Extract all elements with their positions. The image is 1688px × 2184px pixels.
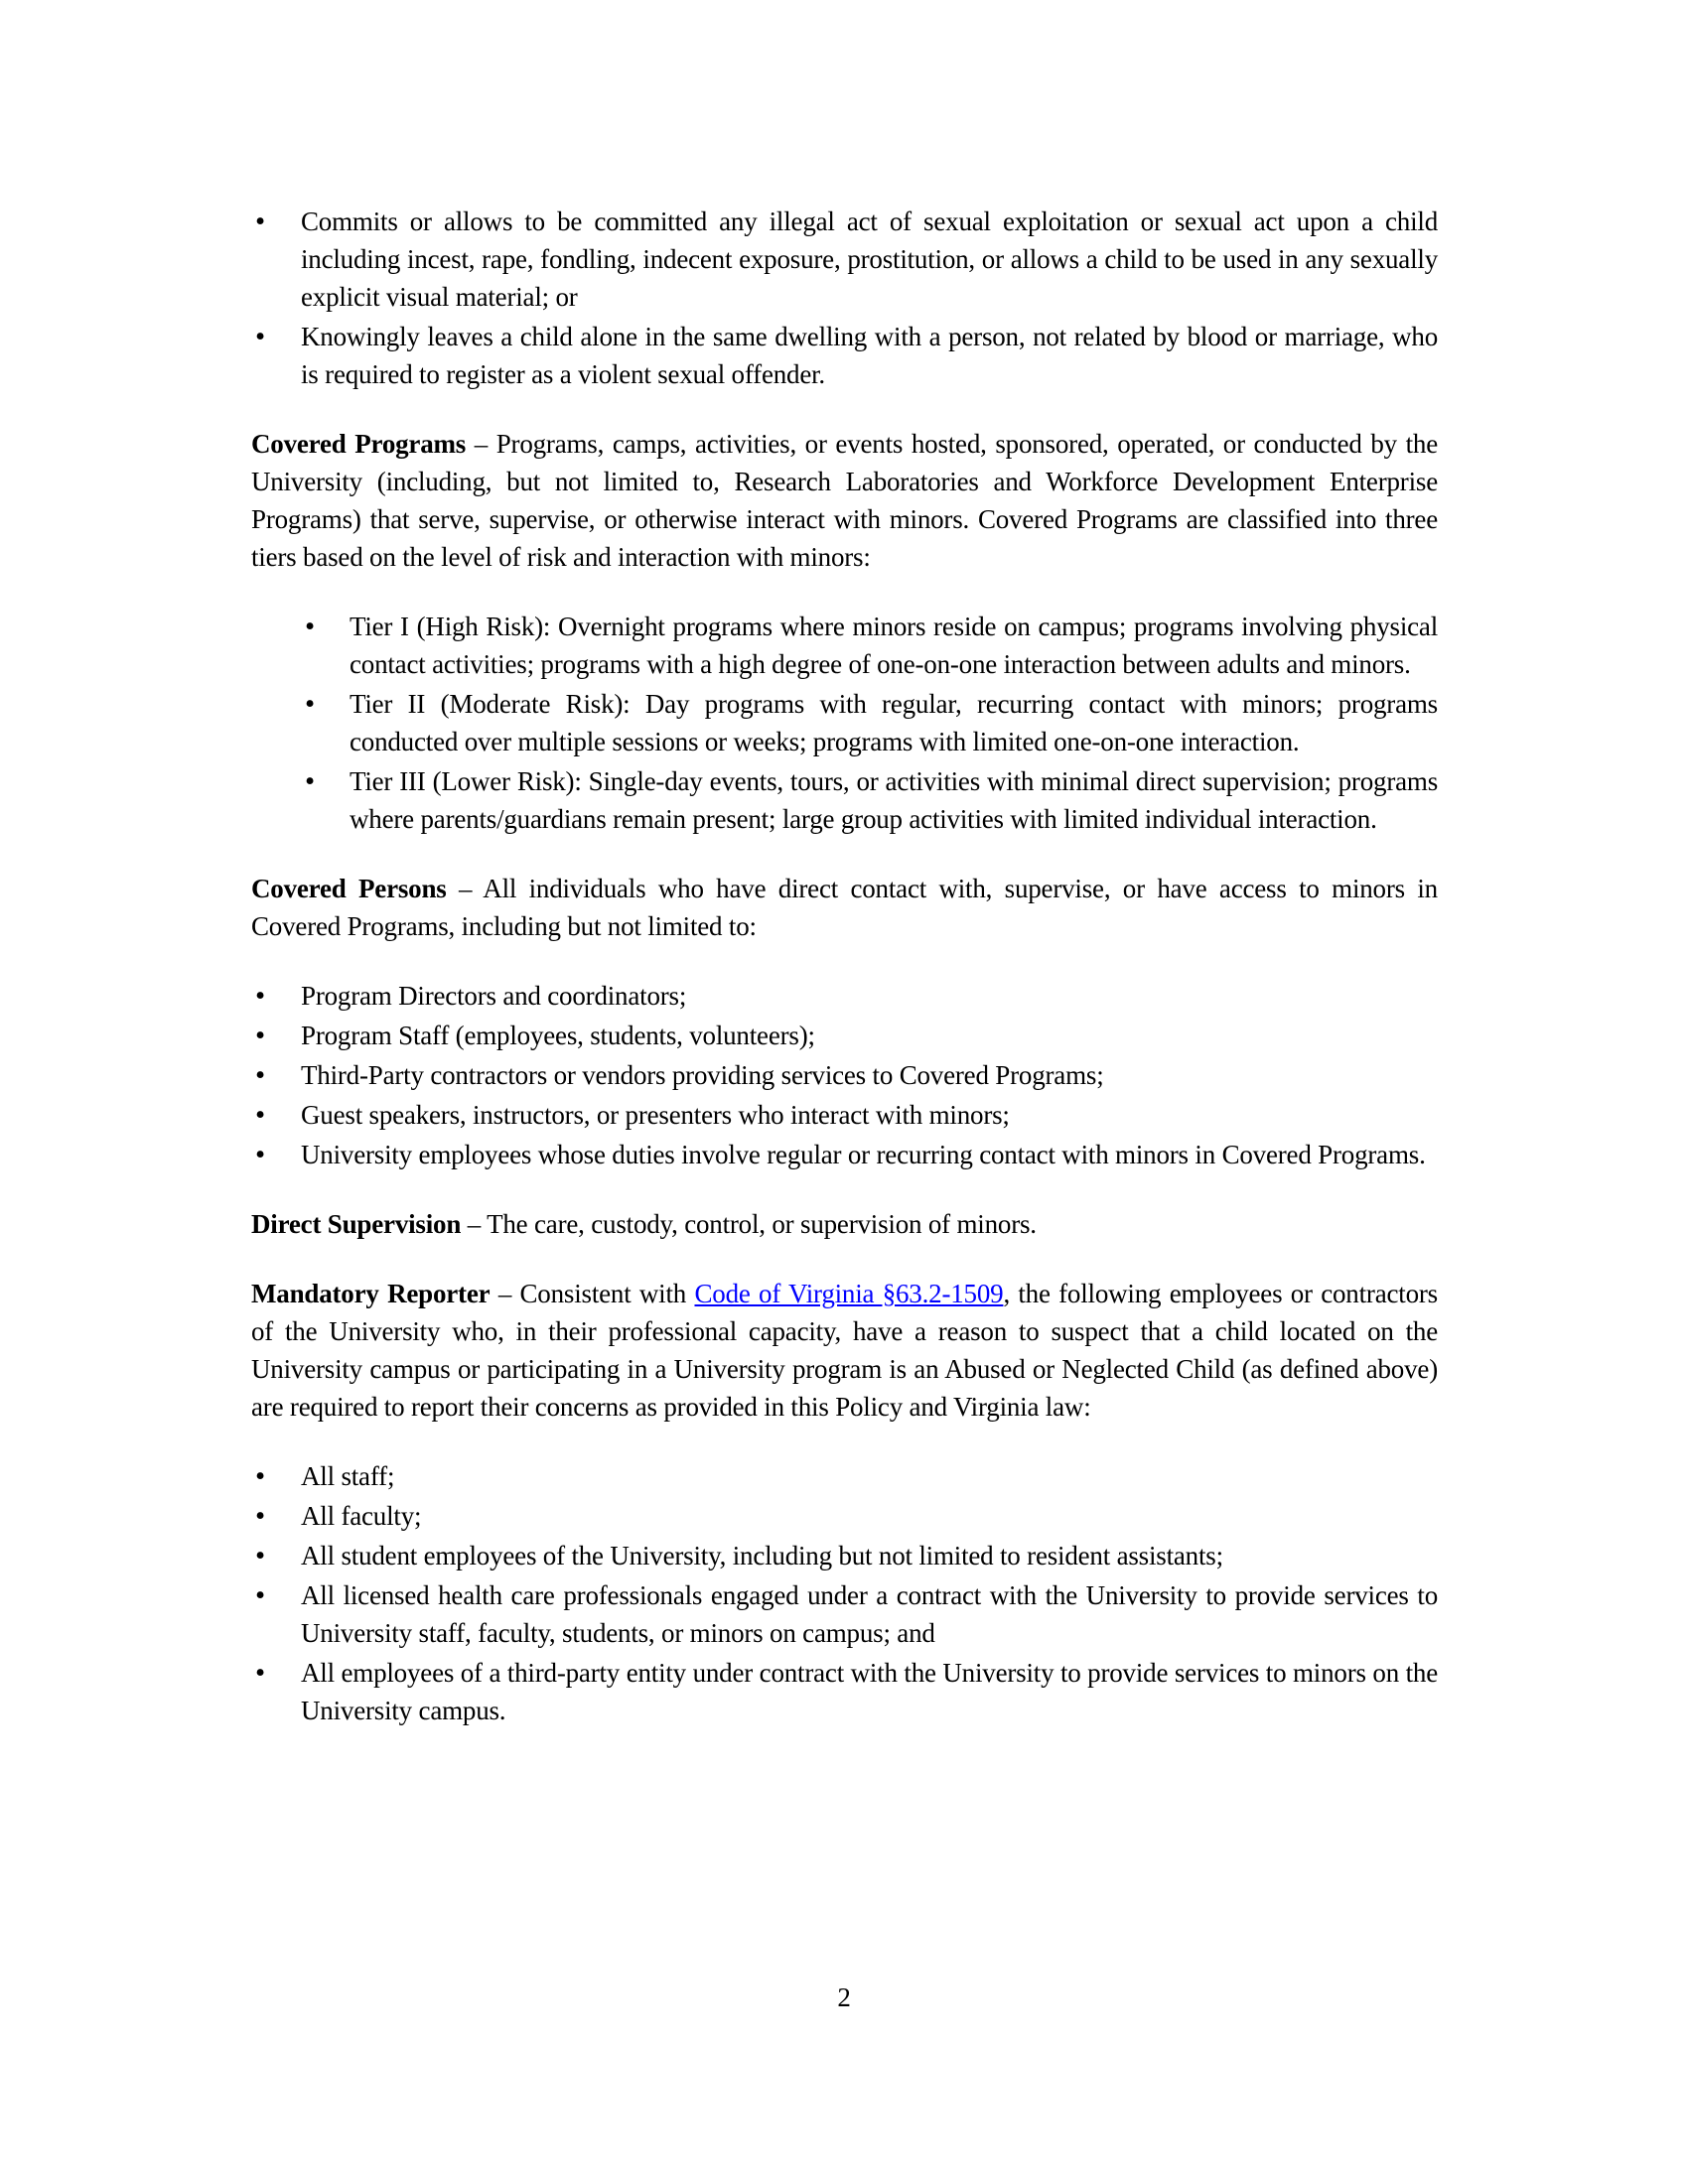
paragraph-covered-programs: [251, 425, 1438, 576]
list-item: [251, 1457, 1438, 1495]
list-item-text: Program Directors and coordinators;: [301, 981, 687, 1011]
covered-persons-list: [251, 977, 1438, 1173]
list-item: [251, 318, 1438, 393]
paragraph-body: – The care, custody, control, or supervision of minors.: [467, 1209, 1037, 1239]
bullet-icon: •: [255, 980, 265, 1012]
paragraph-body: – All individuals who have direct contact with, supervise, or have access to minors in Covered Programs, including but not limited to:: [251, 874, 1438, 941]
list-item: [251, 203, 1438, 316]
paragraph-direct-supervision: [251, 1205, 1438, 1243]
list-item: [251, 1537, 1438, 1574]
list-item-text: Guest speakers, instructors, or presenters who interact with minors;: [301, 1100, 1010, 1130]
list-item: [251, 1017, 1438, 1054]
bullet-icon: •: [255, 1657, 265, 1689]
list-item-text: All staff;: [301, 1461, 395, 1491]
bullet-icon: •: [305, 688, 315, 720]
list-item: [251, 977, 1438, 1015]
list-item-text: University employees whose duties involve regular or recurring contact with minors in Covered Programs.: [301, 1140, 1426, 1169]
bullet-icon: •: [255, 1139, 265, 1170]
list-item: [251, 1056, 1438, 1094]
mandatory-reporter-list: [251, 1457, 1438, 1729]
list-item-text: Third-Party contractors or vendors providing services to Covered Programs;: [301, 1060, 1104, 1090]
list-item-text: All licensed health care professionals engaged under a contract with the University to provide services to University staff, faculty, students, or minors on campus; and: [301, 1580, 1438, 1648]
bullet-icon: •: [255, 1540, 265, 1571]
bullet-icon: •: [255, 1579, 265, 1611]
bullet-icon: •: [255, 1460, 265, 1492]
list-item-text: Knowingly leaves a child alone in the same dwelling with a person, not related by blood or marriage, who is required to register as a violent sexual offender.: [301, 322, 1438, 389]
tier-list: [303, 608, 1438, 838]
term-covered-programs: Covered Programs: [251, 429, 467, 459]
list-item-text: Tier I (High Risk): Overnight programs where minors reside on campus; programs involving physical contact activities; programs with a high degree of one-on-one interaction between adults and minors.: [350, 612, 1438, 679]
term-direct-supervision: Direct Supervision: [251, 1209, 462, 1239]
bullet-icon: •: [305, 765, 315, 797]
bullet-icon: •: [255, 1500, 265, 1532]
paragraph-body: – Consistent with: [497, 1279, 687, 1308]
list-item-text: Tier II (Moderate Risk): Day programs with regular, recurring contact with minors; programs conducted over multiple sessions or weeks; programs with limited one-on-one interaction.: [350, 689, 1438, 756]
list-item-text: All faculty;: [301, 1501, 422, 1531]
bullet-icon: •: [305, 611, 315, 642]
bullet-icon: •: [255, 1020, 265, 1051]
list-item-text: All student employees of the University, including but not limited to resident assistants;: [301, 1541, 1223, 1570]
paragraph-mandatory-reporter: [251, 1275, 1438, 1426]
abuse-definition-list: [251, 203, 1438, 393]
list-item-tier-2: [303, 685, 1438, 760]
page-number: 2: [837, 1982, 851, 2012]
bullet-icon: •: [255, 321, 265, 352]
paragraph-covered-persons: [251, 870, 1438, 945]
list-item: [251, 1136, 1438, 1173]
paragraph-body: – Programs, camps, activities, or events hosted, sponsored, operated, or conducted by the University (including, but not limited to, Research Laboratories and Workforce Development Enterprise Programs) that serve, supervise, or otherwise interact with minors. Covered Programs are classified into three tiers based on the level of risk and interaction with minors:: [251, 429, 1438, 572]
bullet-icon: •: [255, 1099, 265, 1131]
list-item-text: Program Staff (employees, students, volunteers);: [301, 1021, 815, 1050]
link-code-of-virginia[interactable]: Code of Virginia §63.2-1509: [694, 1279, 1004, 1308]
list-item: [251, 1497, 1438, 1535]
list-item-tier-1: [303, 608, 1438, 683]
list-item-text: All employees of a third-party entity under contract with the University to provide services to minors on the University campus.: [301, 1658, 1438, 1725]
term-covered-persons: Covered Persons: [251, 874, 447, 903]
term-mandatory-reporter: Mandatory Reporter: [251, 1279, 491, 1308]
list-item-text: Commits or allows to be committed any illegal act of sexual exploitation or sexual act upon a child including incest, rape, fondling, indecent exposure, prostitution, or allows a child to be used in any sexually explicit visual material; or: [301, 206, 1438, 312]
paragraph-body: , the following employees or contractors of the University who, in their professional capacity, have a reason to suspect that a child located on the University campus or participating in a University program is an Abused or Neglected Child (as defined above) are required to report their concerns as provided in this Policy and Virginia law:: [251, 1279, 1438, 1422]
list-item: [251, 1576, 1438, 1652]
list-item: [251, 1096, 1438, 1134]
list-item-text: Tier III (Lower Risk): Single-day events, tours, or activities with minimal direct supervision; programs where parents/guardians remain present; large group activities with limited individual interaction.: [350, 766, 1438, 834]
bullet-icon: •: [255, 205, 265, 237]
document-content: [251, 203, 1438, 1761]
bullet-icon: •: [255, 1059, 265, 1091]
list-item-tier-3: [303, 762, 1438, 838]
list-item: [251, 1654, 1438, 1729]
